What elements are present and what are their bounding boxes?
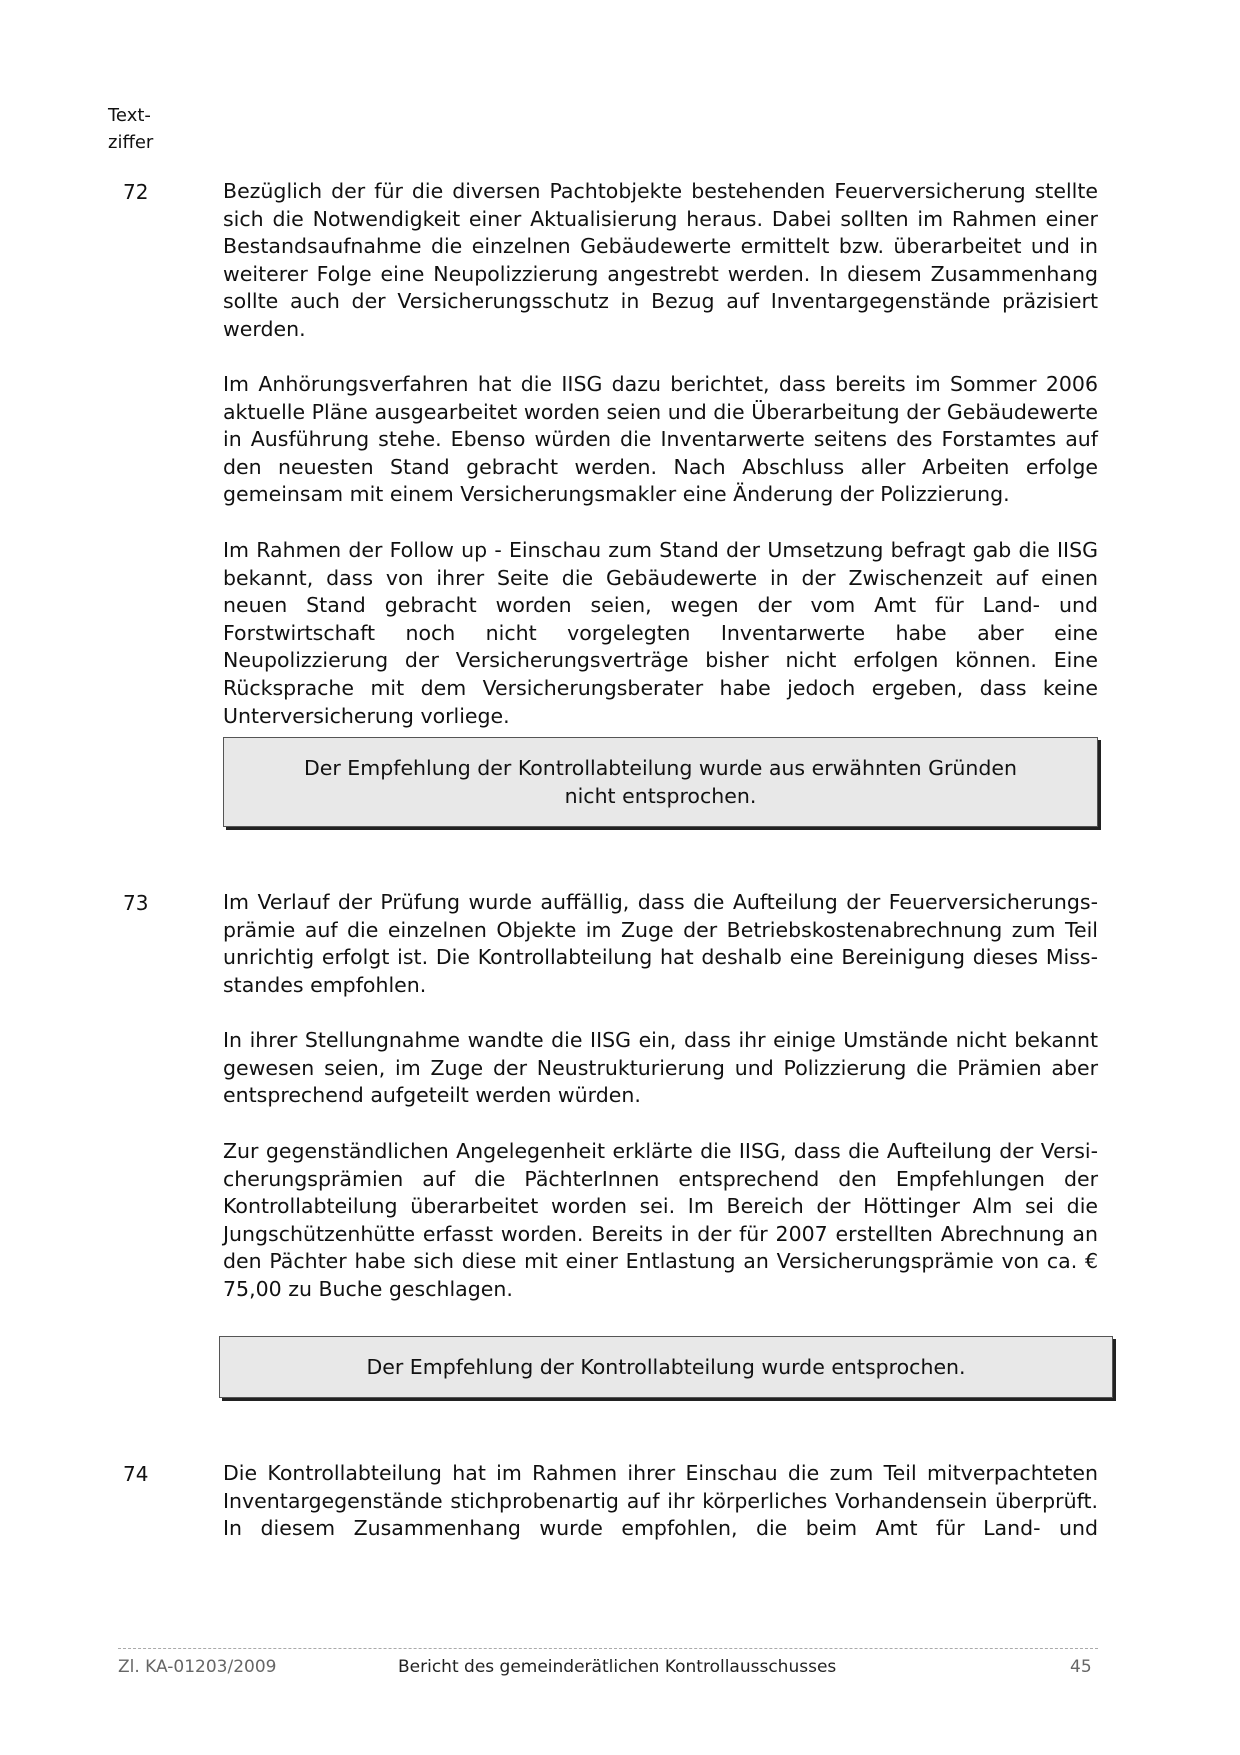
recommendation-text-line1: Der Empfehlung der Kontrollabteilung wurde aus erwähnten Gründen: [303, 756, 1018, 780]
recommendation-box: [223, 737, 1098, 827]
footer-reference: Zl. KA-01203/2009: [118, 1657, 277, 1677]
recommendation-text-line1: Der Empfehlung der Kontrollabteilung wurde entsprochen.: [366, 1355, 966, 1379]
footer-title: Bericht des gemeinderätlichen Kontrollausschusses: [398, 1657, 837, 1677]
paragraph: In ihrer Stellungnahme wandte die IISG ein, dass ihr einige Umstände nicht bekannt gewesen seien, im Zuge der Neustrukturierung und Polizzierung die Prämien aber entsprechend aufgeteilt werden würden.: [223, 1028, 1098, 1108]
recommendation-box: [219, 1336, 1113, 1398]
paragraph: Die Kontrollabteilung hat im Rahmen ihrer Einschau die zum Teil mitverpachteten Inventargegenstände stichprobenartig auf ihr körperliches Vorhandensein überprüft. In diesem Zusammenhang wurde empfohlen, die beim Amt für Land- und: [223, 1461, 1098, 1541]
paragraph: Im Verlauf der Prüfung wurde auffällig, dass die Aufteilung der Feuerversicherungsprämie auf die einzelnen Objekte im Zuge der Betriebskostenabrechnung zum Teil unrichtig erfolgt ist. Die Kontrollabteilung hat deshalb eine Bereinigung dieses Missstandes empfohlen.: [223, 890, 1098, 997]
recommendation-text-line2: nicht entsprochen.: [564, 784, 757, 808]
section-number: 74: [123, 1462, 149, 1486]
margin-label: [108, 102, 153, 156]
page-number: 45: [1070, 1657, 1092, 1677]
margin-label-line1: Text-: [108, 105, 151, 126]
paragraph: Zur gegenständlichen Angelegenheit erklärte die IISG, dass die Aufteilung der Versicherungsprämien auf die PächterInnen entsprechend den Empfehlungen der Kontrollabteilung überarbeitet worden sei. Im Bereich der Höttinger Alm sei die Jungschützenhütte erfasst worden. Bereits in der für 2007 erstellten Abrechnung an den Pächter habe sich diese mit einer Entlastung an Versicherungsprämie von ca. € 75,00 zu Buche geschlagen.: [223, 1139, 1098, 1301]
footer-divider: [118, 1648, 1098, 1649]
paragraph: Im Anhörungsverfahren hat die IISG dazu berichtet, dass bereits im Sommer 2006 aktuelle Pläne ausgearbeitet worden seien und die Überarbeitung der Gebäudewerte in Ausführung stehe. Ebenso würden die Inventarwerte seitens des Forstamtes auf den neuesten Stand gebracht werden. Nach Abschluss aller Arbeiten erfolge gemeinsam mit einem Versicherungsmakler eine Änderung der Polizzierung.: [223, 372, 1098, 507]
section-number: 72: [123, 180, 149, 204]
margin-label-line2: ziffer: [108, 132, 154, 153]
paragraph: Im Rahmen der Follow up - Einschau zum Stand der Umsetzung befragt gab die IISG bekannt, dass von ihrer Seite die Gebäudewerte in der Zwischenzeit auf einen neuen Stand gebracht worden seien, wegen der vom Amt für Land- und Forstwirtschaft noch nicht vorgelegten Inventarwerte habe aber eine Neupolizzierung der Versicherungsverträge bisher nicht erfolgen können. Eine Rücksprache mit dem Versicherungsberater habe jedoch ergeben, dass keine Unterversicherung vorliege.: [223, 538, 1098, 728]
paragraph: Bezüglich der für die diversen Pachtobjekte bestehenden Feuerversicherung stellte sich die Notwendigkeit einer Aktualisierung heraus. Dabei sollten im Rahmen einer Bestandsaufnahme die einzelnen Gebäudewerte ermittelt bzw. überarbeitet und in weiterer Folge eine Neupolizzierung angestrebt werden. In diesem Zusammenhang sollte auch der Versicherungsschutz in Bezug auf Inventargegenstände präzisiert werden.: [223, 179, 1098, 341]
section-number: 73: [123, 891, 149, 915]
